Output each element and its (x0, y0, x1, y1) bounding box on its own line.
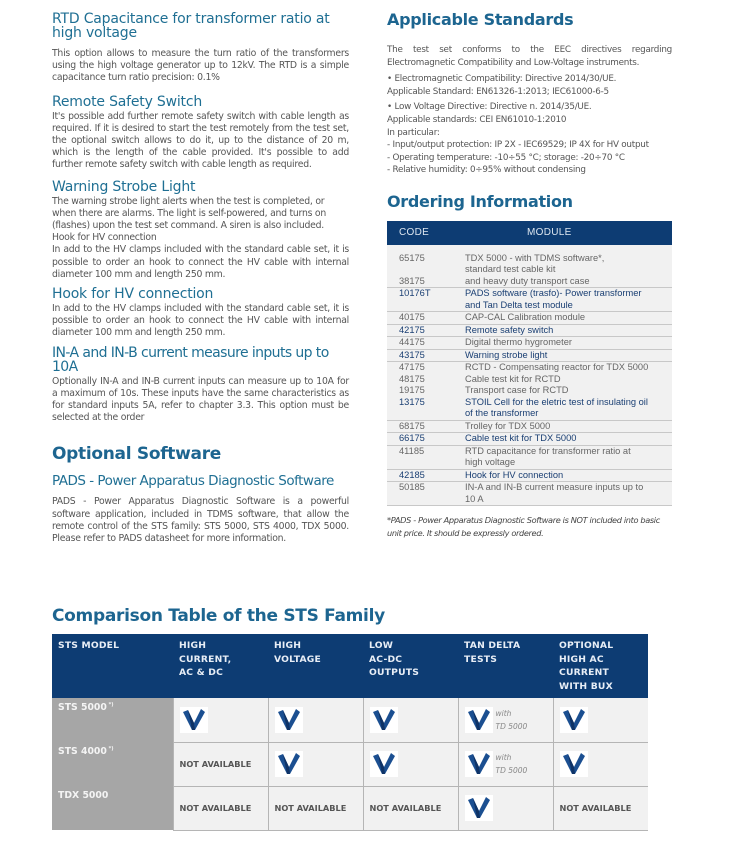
not-available-label: NOT AVAILABLE (559, 803, 632, 813)
col-code: CODE (387, 221, 465, 245)
standards-intro: The test set conforms to the EEC directives regarding Electromagnetic Compatibility and Low-Voltage instruments. (387, 45, 672, 68)
comparison-cell (268, 786, 363, 830)
checkmark-icon (465, 707, 493, 733)
standards-lvd-line1: • Low Voltage Directive: Directive n. 2014/35/UE. (387, 102, 592, 113)
ordering-header-row (387, 221, 672, 245)
comparison-body (52, 698, 648, 830)
not-available-label: NOT AVAILABLE (179, 759, 252, 769)
ordering-row (387, 276, 672, 288)
ordering-code: 50185 (387, 482, 465, 494)
ordering-module: of the transformer (465, 408, 672, 420)
ordering-module: Digital thermo hygrometer (465, 337, 672, 350)
header-line: OUTPUTS (369, 667, 420, 679)
ordering-row (387, 264, 672, 276)
comparison-cell (173, 786, 268, 830)
ordering-code (387, 264, 465, 276)
model-name: STS 5000 (58, 702, 107, 714)
section-body: In add to the HV clamps included with the standard cable set, it is possible to order an hook to connect the HV cable with internal diameter 100 mm and length 250 mm. (52, 303, 349, 339)
ordering-code: 47175 (387, 362, 465, 374)
ordering-module: Warning strobe light (465, 349, 672, 362)
ordering-module: Trolley for TDX 5000 (465, 420, 672, 433)
ordering-code: 19175 (387, 385, 465, 397)
ordering-code: 66175 (387, 433, 465, 446)
comparison-cell (363, 786, 458, 830)
comparison-header-2 (268, 634, 363, 698)
checkmark-icon (560, 707, 588, 733)
comparison-title: Comparison Table of the STS Family (52, 606, 385, 626)
standards-lvd-line2: Applicable standards: CEI EN61010-1:2010 (387, 114, 567, 125)
comparison-header-0 (52, 634, 173, 698)
ordering-code (387, 494, 465, 506)
header-line: AC & DC (179, 667, 224, 679)
ordering-code: 10176T (387, 288, 465, 300)
section-body: It's possible add further remote safety switch with cable length as required. If it is desired to start the test remotely from the test set, the optional switch allows to do it, up to the distance of 20 m, which is the length of the cable provided. It's possible to add further remote safety switch with cable length as required. (52, 110, 349, 171)
ordering-row (387, 469, 672, 482)
header-line: TESTS (464, 653, 498, 665)
header-line: TAN DELTA (464, 640, 521, 651)
ordering-module: and heavy duty transport case (465, 276, 672, 288)
standards-item: - Input/output protection: IP 2X - IEC69529; IP 4X for HV output (387, 140, 649, 151)
not-available-label: NOT AVAILABLE (179, 803, 252, 813)
ordering-code: 42185 (387, 469, 465, 482)
comparison-cell (363, 698, 458, 742)
section-rtd (52, 12, 349, 85)
ordering-module: Remote safety switch (465, 324, 672, 337)
section-remote-safety-switch (52, 95, 349, 172)
model-name: TDX 5000 (58, 790, 109, 801)
ordering-row (387, 433, 672, 446)
section-title: RTD Capacitance for transformer ratio at high voltage (52, 11, 330, 41)
ordering-code: 42175 (387, 324, 465, 337)
ordering-module: Hook for HV connection (465, 469, 672, 482)
not-available-label: NOT AVAILABLE (274, 803, 347, 813)
ordering-module: Cable test kit for TDX 5000 (465, 433, 672, 446)
ordering-code: 44175 (387, 337, 465, 350)
model-cell (52, 742, 173, 786)
ordering-row (387, 445, 672, 457)
standards-emc-line2: Applicable Standard: EN61326-1:2013; IEC61000-6-5 (387, 86, 609, 97)
ordering-code: 68175 (387, 420, 465, 433)
header-line: HIGH AC (559, 653, 604, 665)
comparison-header-row (52, 634, 648, 698)
comparison-cell (553, 698, 648, 742)
ordering-row (387, 494, 672, 506)
right-column (387, 10, 672, 539)
comparison-cell (553, 742, 648, 786)
header-line: HIGH (179, 640, 207, 651)
comparison-header-4 (458, 634, 553, 698)
section-body: The warning strobe light alerts when the test is completed, or when there are alarms. The light is self-powered, and turns on (flashes) upon the test set command. A siren is also included. Hook for HV connection (52, 195, 326, 244)
not-available-label: NOT AVAILABLE (369, 803, 442, 813)
comparison-header-1 (173, 634, 268, 698)
comparison-cell (173, 698, 268, 742)
ordering-module: and Tan Delta test module (465, 300, 672, 312)
header-line: WITH BUX (559, 680, 613, 692)
section-title: Warning Strobe Light (52, 178, 196, 195)
ordering-code: 40175 (387, 312, 465, 325)
ordering-module: high voltage (465, 457, 672, 469)
model-name: STS 4000 (58, 746, 107, 758)
ordering-code: 38175 (387, 276, 465, 288)
ordering-module: 10 A (465, 494, 672, 506)
comparison-row (52, 786, 648, 830)
checkmark-icon (370, 707, 398, 733)
with-line1: with (495, 753, 512, 762)
ordering-code: 13175 (387, 397, 465, 409)
checkmark-icon (370, 751, 398, 777)
comparison-cell (553, 786, 648, 830)
ordering-module: standard test cable kit (465, 264, 672, 276)
checkmark-icon (275, 707, 303, 733)
standards-item: - Relative humidity: 0÷95% without condensing (387, 165, 586, 176)
comparison-cell (173, 742, 268, 786)
header-line: VOLTAGE (274, 653, 321, 665)
ordering-module: Transport case for RCTD (465, 385, 672, 397)
comparison-cell (268, 742, 363, 786)
section-hook-hv (52, 287, 349, 340)
comparison-header-5 (553, 634, 648, 698)
ordering-code (387, 457, 465, 469)
with-td5000-note (496, 751, 528, 777)
left-column (52, 12, 349, 545)
ordering-module: Cable test kit for RCTD (465, 374, 672, 386)
ordering-row (387, 349, 672, 362)
comparison-row (52, 698, 648, 742)
section-body: Optionally IN-A and IN-B current inputs can measure up to 10A for a maximum of 10s. These inputs have the same characteristics as for standard inputs 5A, refer to chapter 3.3. This option must be selected at the order (52, 375, 349, 424)
ordering-row (387, 288, 672, 300)
standards-in-particular: In particular: (387, 127, 440, 138)
model-footnote-mark: *) (106, 746, 114, 752)
checkmark-icon (180, 707, 208, 733)
ordering-code: 41185 (387, 445, 465, 457)
ordering-row (387, 312, 672, 325)
ordering-row (387, 385, 672, 397)
ordering-row (387, 374, 672, 386)
ordering-table (387, 221, 672, 507)
ordering-row (387, 457, 672, 469)
section-in-a-in-b (52, 346, 349, 425)
ordering-module: RCTD - Compensating reactor for TDX 5000 (465, 362, 672, 374)
comparison-table (52, 634, 648, 831)
ordering-module: RTD capacitance for transformer ratio at (465, 445, 672, 457)
with-td5000-note (496, 707, 528, 733)
model-cell (52, 698, 173, 742)
optional-software (52, 444, 349, 545)
header-line: CURRENT (559, 667, 609, 679)
ordering-code: 48175 (387, 374, 465, 386)
ordering-row (387, 362, 672, 374)
col-module: MODULE (465, 221, 672, 245)
comparison-cell (268, 698, 363, 742)
comparison-cell (458, 786, 553, 830)
header-line: HIGH (274, 640, 302, 651)
ordering-code (387, 408, 465, 420)
section-title: Remote Safety Switch (52, 93, 202, 110)
ordering-module: IN-A and IN-B current measure inputs up to (465, 482, 672, 494)
section-title: Hook for HV connection (52, 286, 214, 303)
checkmark-icon (465, 795, 493, 821)
ordering-module: CAP-CAL Calibration module (465, 312, 672, 325)
comparison-cell (458, 698, 553, 742)
header-line: OPTIONAL (559, 640, 614, 651)
comparison-header-3 (363, 634, 458, 698)
section-title: IN-A and IN-B current measure inputs up to 10A (52, 344, 329, 375)
ordering-code (387, 300, 465, 312)
ordering-body (387, 245, 672, 506)
checkmark-icon (275, 751, 303, 777)
with-line1: with (495, 708, 512, 718)
pads-title: PADS - Power Apparatus Diagnostic Software (52, 473, 334, 490)
section-body-2: In add to the HV clamps included with the standard cable set, it is possible to order an hook to connect the HV cable with internal diameter 100 mm and length 250 mm. (52, 244, 349, 280)
standards-title: Applicable Standards (387, 10, 574, 29)
ordering-note: *PADS - Power Apparatus Diagnostic Software is NOT included into basic unit price. It should be expressly ordered. (387, 515, 660, 538)
ordering-code: 65175 (387, 245, 465, 265)
ordering-code: 43175 (387, 349, 465, 362)
standards-emc-line1: • Electromagnetic Compatibility: Directive 2014/30/UE. (387, 74, 617, 85)
comparison-row (52, 742, 648, 786)
ordering-row (387, 245, 672, 265)
header-line: LOW (369, 640, 394, 651)
ordering-row (387, 408, 672, 420)
ordering-row (387, 300, 672, 312)
ordering-module: STOIL Cell for the eletric test of insulating oil (465, 397, 672, 409)
ordering-module: PADS software (trasfo)- Power transformer (465, 288, 672, 300)
section-body: This option allows to measure the turn ratio of the transformers using the high voltage generator up to 12kV. The RTD is a simple capacitance turn ratio precision: 0.1% (52, 48, 349, 84)
checkmark-icon (560, 751, 588, 777)
ordering-row (387, 337, 672, 350)
header-line: AC-DC (369, 653, 403, 665)
with-line2: TD 5000 (495, 766, 528, 775)
section-warning-strobe-light (52, 180, 349, 281)
header-line: STS MODEL (58, 640, 120, 651)
checkmark-icon (465, 751, 493, 777)
comparison-cell (458, 742, 553, 786)
with-line2: TD 5000 (495, 721, 528, 731)
pads-body: PADS - Power Apparatus Diagnostic Software is a powerful software application, included in TDMS software, that allow the remote control of the STS family: STS 5000, STS 4000, TDX 5000. Please refer to PADS datasheet for more information. (52, 496, 349, 545)
comparison-cell (363, 742, 458, 786)
ordering-module: TDX 5000 - with TDMS software*, (465, 245, 672, 265)
ordering-row (387, 420, 672, 433)
optional-software-title: Optional Software (52, 444, 222, 465)
model-cell (52, 786, 173, 830)
ordering-row (387, 324, 672, 337)
header-line: CURRENT, (179, 653, 232, 665)
model-footnote-mark: *) (106, 702, 114, 708)
ordering-row (387, 482, 672, 494)
standards-item: - Operating temperature: -10÷55 °C; storage: -20÷70 °C (387, 152, 625, 163)
ordering-row (387, 397, 672, 409)
ordering-title: Ordering Information (387, 191, 573, 211)
